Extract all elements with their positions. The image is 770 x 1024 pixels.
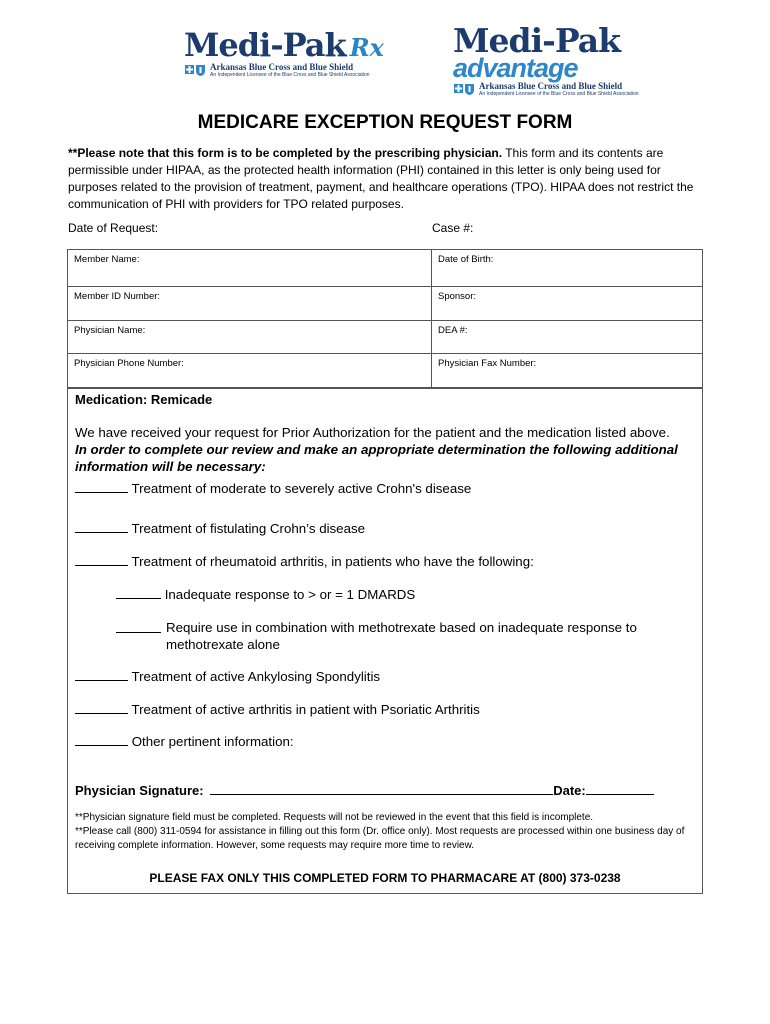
medication-title: Medication: Remicade (75, 392, 213, 407)
footnote-signature: **Physician signature field must be completed. Requests will not be reviewed in the event that this field is incomplete. (75, 812, 594, 823)
patient-info-table (67, 249, 703, 388)
criterion-item (75, 554, 705, 571)
sponsor-field[interactable]: Sponsor: (432, 287, 703, 321)
criterion-text: Treatment of fistulating Crohn’s disease (131, 521, 366, 536)
date-label: Date: (553, 783, 586, 798)
intro-emphasis: In order to complete our review and make an appropriate determination the following additional information will be necessary: (75, 442, 678, 474)
footnote-assistance: **Please call (800) 311-0594 for assistance in filling out this form (Dr. office only). Most requests are processed within one business day of receiving complete information. However, some requests may require more time to review. (75, 826, 685, 851)
medipak-advantage-logo (453, 21, 639, 97)
criterion-text: Require use in combination with methotrexate based on inadequate response to methotrexate alone (166, 620, 637, 652)
criterion-text: Treatment of active Ankylosing Spondylitis (131, 669, 381, 684)
logo-title: Medi-Pak (184, 26, 346, 64)
medication-intro (75, 424, 705, 475)
physician-phone-field[interactable]: Physician Phone Number: (68, 354, 432, 388)
check-blank[interactable] (116, 587, 161, 599)
criterion-text: Treatment of active arthritis in patient with Psoriatic Arthritis (131, 702, 480, 717)
logo-tagline: An Independent Licensee of the Blue Cross and Blue Shield Association (479, 91, 639, 97)
physician-name-field[interactable]: Physician Name: (68, 321, 432, 354)
notice-text: This form and its contents are permissible under HIPAA, as the protected health information (PHI) contained in this letter is only being used for purposes related to the provision of treatment, payment, and healthcare operations (TPO). HIPAA does not restrict the communication of PHI with providers for TPO related purposes. (68, 146, 694, 211)
logo-advantage-word: advantage (453, 53, 578, 83)
criterion-item (75, 702, 705, 719)
criterion-subitem (116, 587, 696, 604)
notice-bold: **Please note that this form is to be completed by the prescribing physician. (68, 146, 503, 160)
medipak-rx-logo (184, 26, 384, 78)
check-blank[interactable] (75, 734, 128, 746)
check-blank[interactable] (75, 554, 128, 566)
criterion-subitem (116, 620, 696, 653)
rx-mark: Rx (349, 33, 384, 62)
table-row (68, 321, 703, 354)
logo-tagline: An Independent Licensee of the Blue Cross and Blue Shield Association (210, 72, 370, 78)
date-line[interactable] (586, 783, 654, 795)
criterion-item (75, 734, 705, 751)
blue-cross-blue-shield-icon (453, 82, 475, 96)
criterion-item (75, 521, 705, 538)
criterion-text: Inadequate response to > or = 1 DMARDS (164, 587, 416, 602)
fax-instruction: PLEASE FAX ONLY THIS COMPLETED FORM TO PHARMACARE AT (800) 373-0238 (149, 871, 621, 885)
logo-title: Medi-Pak (453, 21, 621, 60)
signature-line[interactable] (210, 783, 553, 795)
criterion-item (75, 481, 705, 498)
criterion-item (75, 669, 705, 686)
intro-text: We have received your request for Prior Authorization for the patient and the medication listed above. (75, 425, 670, 440)
check-blank[interactable] (75, 481, 128, 493)
date-of-birth-field[interactable]: Date of Birth: (432, 250, 703, 287)
criterion-text: Other pertinent information: (131, 734, 294, 749)
check-blank[interactable] (116, 621, 161, 633)
signature-label: Physician Signature: (75, 783, 204, 798)
criterion-text: Treatment of moderate to severely active Crohn's disease (131, 481, 472, 496)
logo-subtitle: Arkansas Blue Cross and Blue Shield (210, 62, 354, 72)
logo-subtitle: Arkansas Blue Cross and Blue Shield (479, 81, 623, 91)
case-number-label: Case #: (432, 221, 474, 235)
form-title: MEDICARE EXCEPTION REQUEST FORM (197, 112, 573, 133)
signature-row (75, 783, 654, 798)
hipaa-notice (68, 145, 708, 213)
check-blank[interactable] (75, 521, 128, 533)
table-row (68, 354, 703, 388)
member-id-field[interactable]: Member ID Number: (68, 287, 432, 321)
check-blank[interactable] (75, 669, 128, 681)
footnotes (75, 811, 695, 853)
dea-number-field[interactable]: DEA #: (432, 321, 703, 354)
member-name-field[interactable]: Member Name: (68, 250, 432, 287)
table-row (68, 250, 703, 287)
criterion-text: Treatment of rheumatoid arthritis, in patients who have the following: (131, 554, 534, 569)
table-row (68, 287, 703, 321)
physician-fax-field[interactable]: Physician Fax Number: (432, 354, 703, 388)
check-blank[interactable] (75, 702, 128, 714)
date-of-request-label: Date of Request: (68, 221, 159, 235)
blue-cross-blue-shield-icon (184, 63, 206, 77)
